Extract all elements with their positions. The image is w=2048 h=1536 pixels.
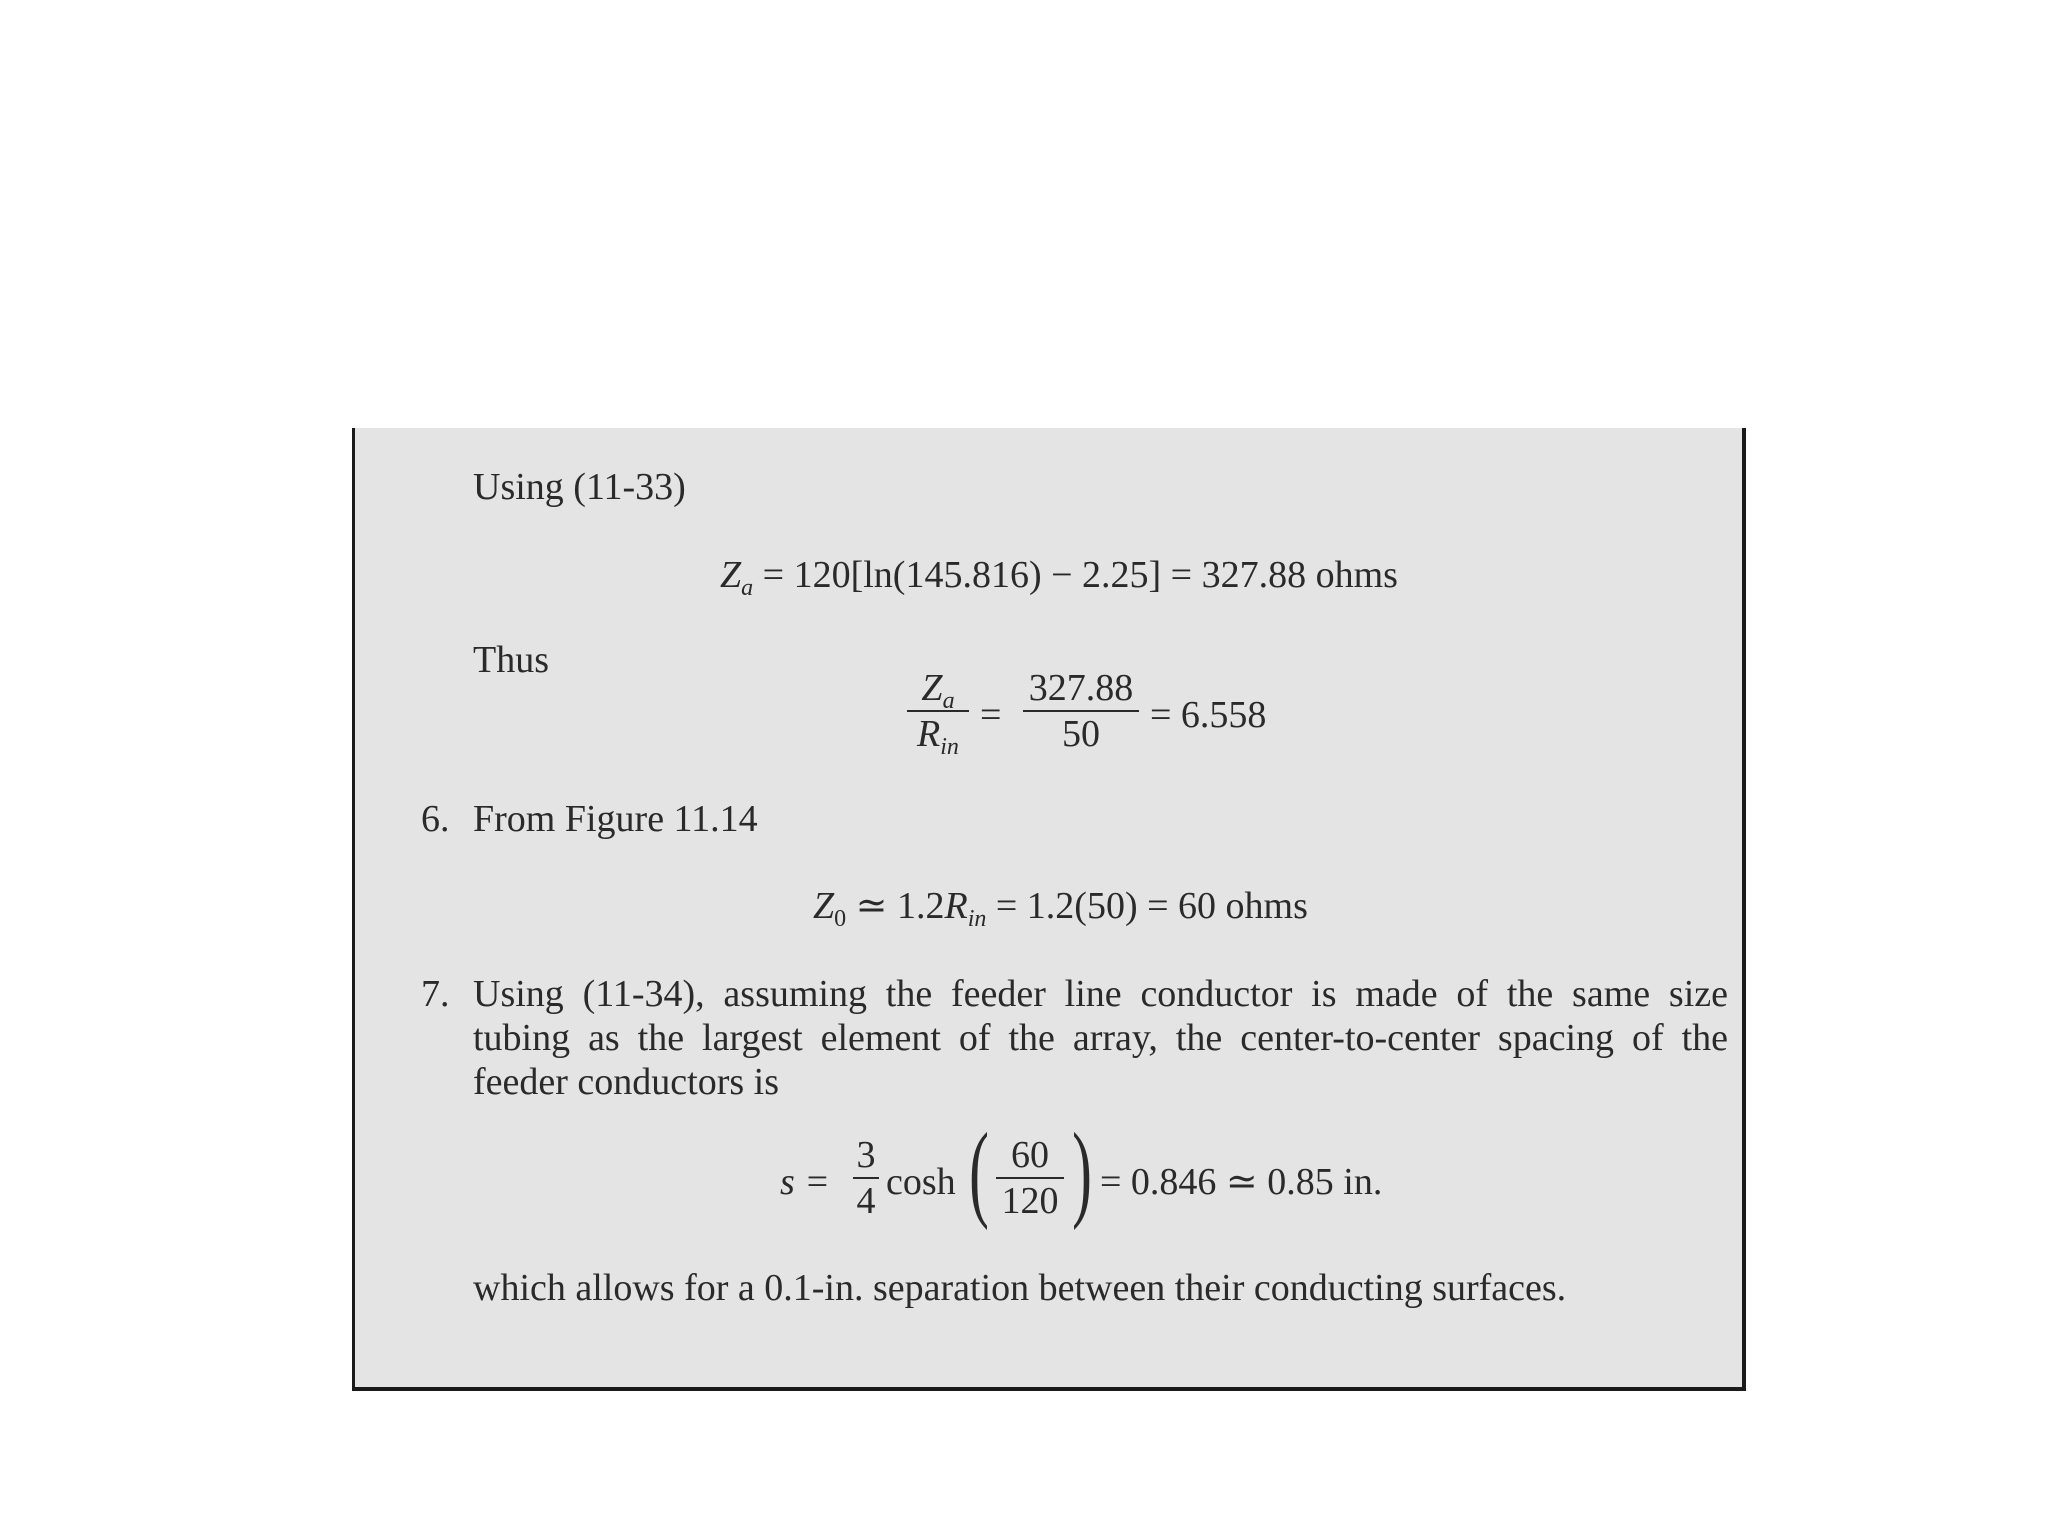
- step-7-number: 7.: [421, 973, 450, 1015]
- fraction-60-over-120: [996, 1133, 1064, 1223]
- fraction-numerator: 327.88: [1028, 667, 1134, 709]
- step-7-line-2: tubing as the largest element of the array, the center-to-center spacing of the: [473, 1017, 1728, 1059]
- step-7-line-1: Using (11-34), assuming the feeder line conductor is made of the same size: [473, 973, 1728, 1015]
- fraction-denominator: 50: [1062, 713, 1100, 755]
- fraction-numerator: $Z_a$: [921, 667, 955, 714]
- left-paren: (: [969, 1112, 989, 1231]
- fraction-numerator: 60: [1011, 1134, 1049, 1176]
- fraction-32788-over-50: [1023, 666, 1139, 756]
- z0-symbol: Z: [813, 885, 835, 927]
- thus-label: Thus: [473, 639, 549, 681]
- s-result: = 0.846 ≃ 0.85 in.: [1100, 1161, 1383, 1203]
- za-symbol: Z: [720, 554, 742, 596]
- fraction-3-over-4: [853, 1133, 879, 1223]
- step-6-number: 6.: [421, 798, 450, 840]
- using-11-33-label: Using (11-33): [473, 466, 686, 508]
- fraction-denominator: 4: [856, 1180, 876, 1222]
- equation-za: [720, 553, 1398, 601]
- fraction-denominator: $R_{in}$: [917, 713, 959, 760]
- cosh-function: cosh: [886, 1161, 956, 1203]
- fraction-numerator: 3: [856, 1134, 876, 1176]
- step-6-text: From Figure 11.14: [473, 798, 758, 840]
- fraction-denominator: 120: [1001, 1180, 1059, 1222]
- step-7-paragraph: [473, 972, 1728, 1104]
- equation-z0: [813, 884, 1308, 932]
- rin-subscript: in: [967, 906, 987, 932]
- s-lhs: s =: [780, 1161, 830, 1203]
- z0-subscript: 0: [834, 906, 847, 932]
- za-subscript: a: [741, 575, 754, 601]
- z0-approx: ≃ 1.2: [855, 885, 945, 927]
- closing-sentence: which allows for a 0.1-in. separation between their conducting surfaces.: [473, 1267, 1567, 1309]
- ratio-result: = 6.558: [1150, 694, 1267, 736]
- fraction-za-over-rin: [907, 666, 969, 760]
- right-paren: ): [1072, 1112, 1092, 1231]
- rin-symbol: R: [944, 885, 968, 927]
- za-rhs: = 120[ln(145.816) − 2.25] = 327.88 ohms: [762, 554, 1398, 596]
- step-7-line-3: feeder conductors is: [473, 1061, 779, 1103]
- z0-rest: = 1.2(50) = 60 ohms: [995, 885, 1308, 927]
- ratio-equals: =: [980, 694, 1002, 736]
